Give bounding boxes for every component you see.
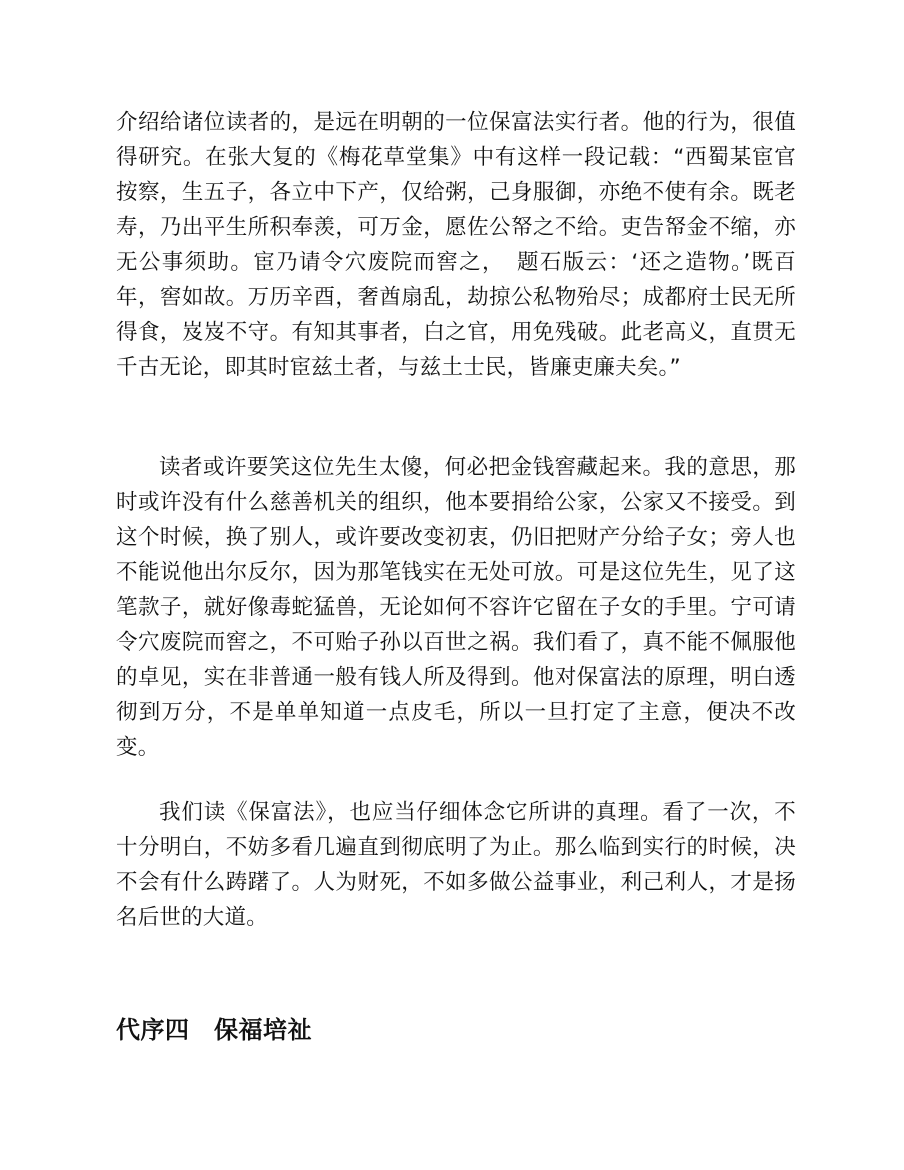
paragraph-reader-commentary: 读者或许要笑这位先生太傻，何必把金钱窖藏起来。我的意思，那时或许没有什么慈善机关的组织，他本要捐给公家，公家又不接受。到这个时候，换了别人，或许要改变初衷，仍旧把财产分给子女；旁人也不能说他出尔反尔，因为那笔钱实在无处可放。可是这位先生，见了这笔款子，就好像毒蛇猛兽，无论如何不容许它留在子女的手里。宁可请令穴废院而窖之，不可贻子孙以百世之祸。我们看了，真不能不佩服他的卓见，实在非普通一般有钱人所及得到。他对保富法的原理，明白透彻到万分，不是单单知道一点皮毛，所以一旦打定了主意，便决不改变。 — [116, 455, 796, 760]
paragraph-ming-dynasty-story: 介绍给诸位读者的，是远在明朝的一位保富法实行者。他的行为，很值得研究。在张大复的《梅花草堂集》中有这样一段记载：“西蜀某宦官按察，生五子，各立中下产，仅给粥，己身服御，亦绝不使有余。既老寿，乃出平生所积奉羡，可万金，愿佐公帑之不给。吏告帑金不缩，亦无公事须助。宦乃请令穴废院而窖之， 题石版云：‘还之造物。’既百年，窖如故。万历辛酉，奢酋扇乱，劫掠公私物殆尽；成都府士民无所得食，岌岌不守。有知其事者，白之官，用免残破。此老高义，直贯无千古无论，即其时宦兹土者，与兹土士民，皆廉吏廉夫矣。” — [116, 110, 796, 380]
paragraph-reading-advice: 我们读《保富法》，也应当仔细体念它所讲的真理。看了一次，不十分明白，不妨多看几遍直到彻底明了为止。那么临到实行的时候，决不会有什么踌躇了。人为财死，不如多做公益事业，利己利人，才是扬名后世的大道。 — [116, 800, 796, 930]
section-heading: 代序四 保福培祉 — [116, 1016, 312, 1044]
